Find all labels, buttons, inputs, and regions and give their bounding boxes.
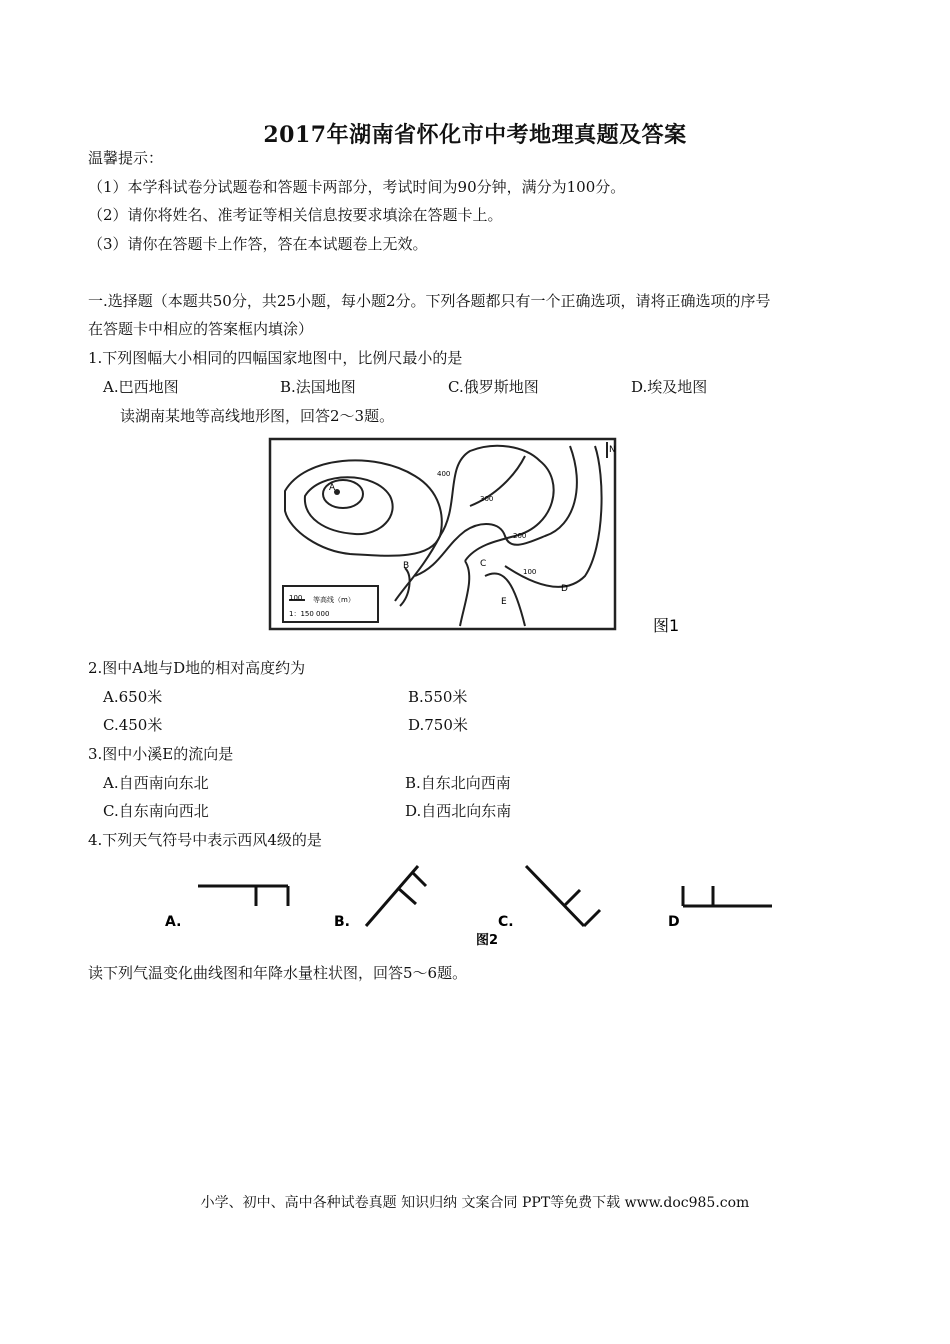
q3-option-b: B.自东北向西南 [405,774,511,792]
legend-contour-label: 等高线（m） [313,596,355,604]
contour-label-100: 100 [523,568,537,576]
north-arrow-label: N [609,445,616,455]
q1-option-b: B.法国地图 [280,378,356,396]
symbol-label-a: A. [165,914,182,930]
intro-2-3: 读湖南某地等高线地形图，回答2～3题。 [120,407,395,425]
point-label-d: D [561,584,568,594]
q2-option-c: C.450米 [103,716,163,734]
point-label-c: C [480,559,487,569]
q2-option-a: A.650米 [103,688,163,706]
q3-option-c: C.自东南向西北 [103,802,209,820]
figure-2-label: 图2 [476,933,499,948]
question-1-stem: 1.下列图幅大小相同的四幅国家地图中，比例尺最小的是 [88,349,463,367]
tip-1: （1）本学科试卷分试题卷和答题卡两部分，考试时间为90分钟，满分为100分。 [88,178,626,196]
legend-scale: 1：150 000 [289,610,330,618]
point-label-a: A [329,483,336,493]
wind-symbol-c [526,866,600,926]
symbol-label-d: D [668,914,680,930]
symbol-label-b: B. [334,914,350,930]
wind-symbol-b [366,866,426,926]
question-3-stem: 3.图中小溪E的流向是 [88,745,234,763]
wind-symbols-figure [150,858,790,950]
point-label-e: E [501,597,507,607]
question-4-stem: 4.下列天气符号中表示西风4级的是 [88,831,322,849]
q1-option-a: A.巴西地图 [103,378,179,396]
q3-option-a: A.自西南向东北 [103,774,209,792]
q3-option-d: D.自西北向东南 [405,802,512,820]
tip-2: （2）请你将姓名、准考证等相关信息按要求填涂在答题卡上。 [88,206,503,224]
wind-symbol-a [198,886,288,906]
q1-option-c: C.俄罗斯地图 [448,378,539,396]
section-heading-cont: 在答题卡中相应的答案框内填涂） [88,320,314,338]
wind-symbol-d [683,886,772,906]
page-footer: 小学、初中、高中各种试卷真题 知识归纳 文案合同 PPT等免费下载 www.doc985.com [200,1195,750,1211]
figure-1-label: 图1 [653,616,680,635]
page-title: 2017年湖南省怀化市中考地理真题及答案 [263,122,687,148]
legend-value: 100 [289,594,303,602]
tips-heading: 温馨提示： [88,149,164,167]
contour-label-400: 400 [437,470,451,478]
question-2-stem: 2.图中A地与D地的相对高度约为 [88,659,306,677]
tip-3: （3）请你在答题卡上作答，答在本试题卷上无效。 [88,235,428,253]
symbol-label-c: C. [498,914,514,930]
intro-5-6: 读下列气温变化曲线图和年降水量柱状图，回答5～6题。 [88,964,468,982]
contour-label-200: 200 [513,532,527,540]
section-heading: 一.选择题（本题共50分，共25小题，每小题2分。下列各题都只有一个正确选项，请将正确选项的序号 [88,292,771,310]
contour-map-figure [265,436,705,636]
point-label-b: B [403,561,410,571]
contour-label-300: 300 [480,495,494,503]
q1-option-d: D.埃及地图 [631,378,708,396]
q2-option-d: D.750米 [408,716,468,734]
q2-option-b: B.550米 [408,688,468,706]
